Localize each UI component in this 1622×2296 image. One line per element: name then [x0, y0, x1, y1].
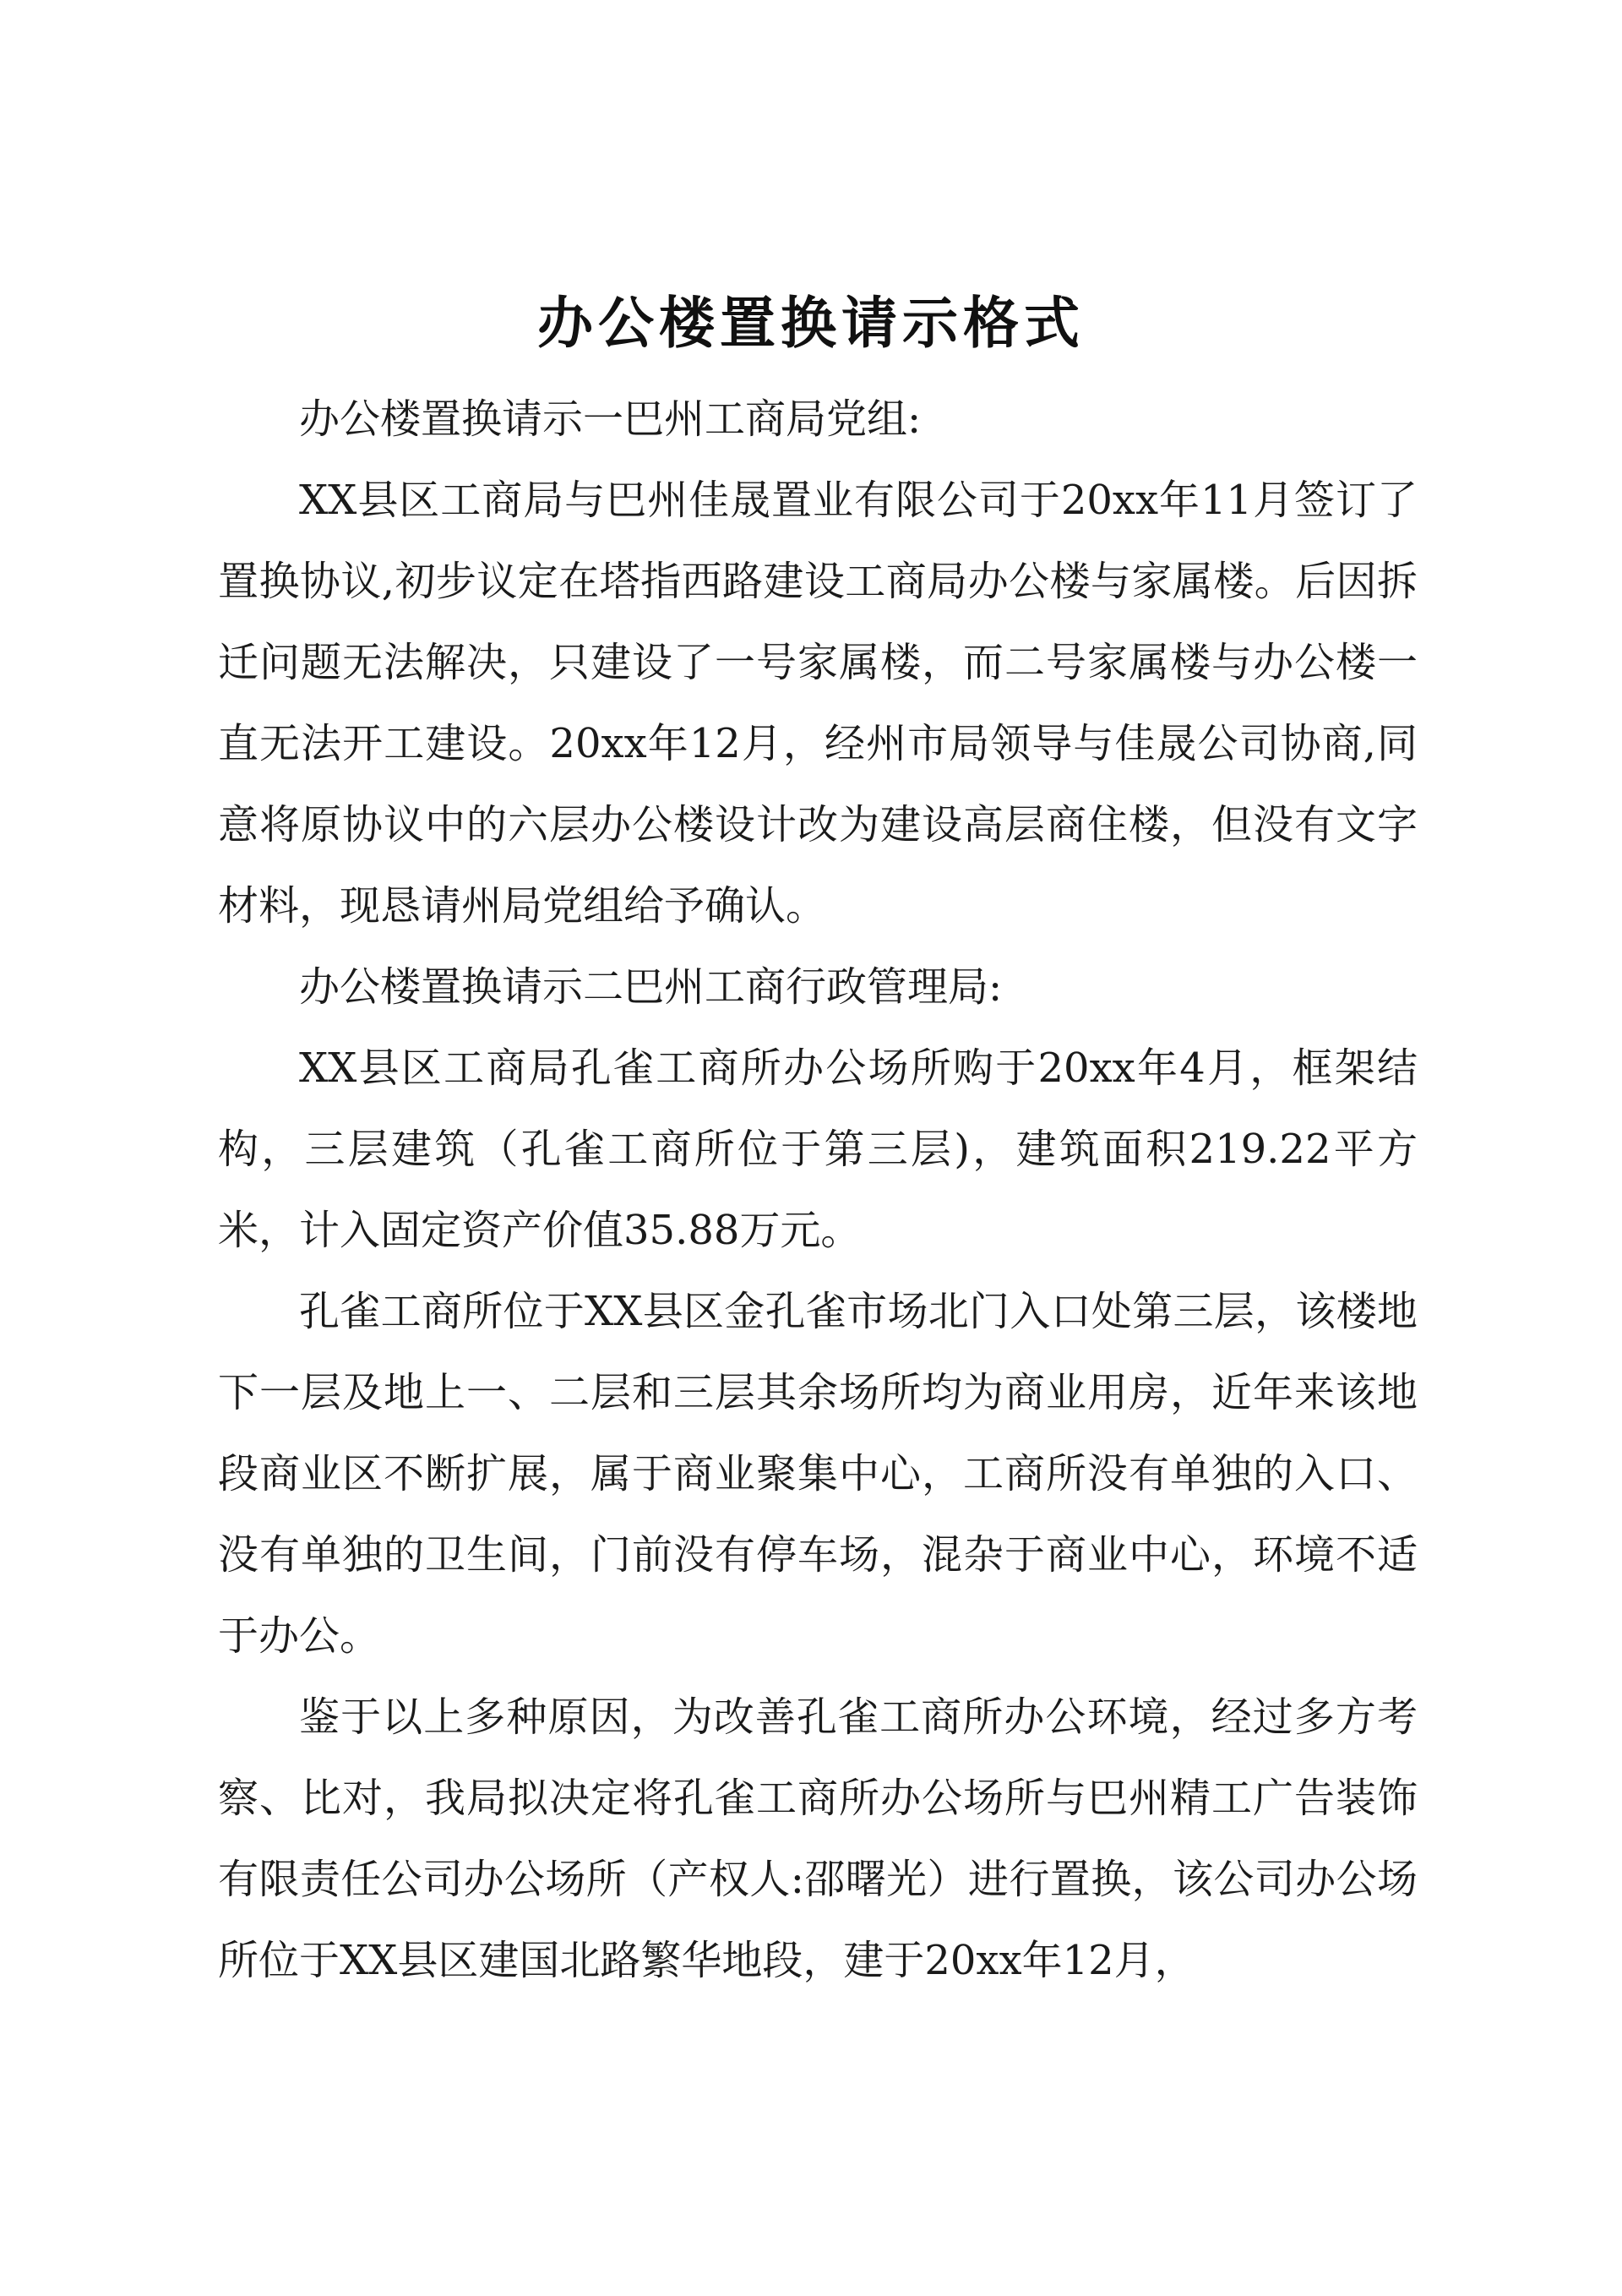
paragraph-office-purchase: XX县区工商局孔雀工商所办公场所购于20xx年4月，框架结构，三层建筑（孔雀工商所位于第三层)，建筑面积219.22平方米，计入固定资产价值35.88万元。: [218, 1044, 1418, 1254]
paragraph-office-location: 孔雀工商所位于XX县区金孔雀市场北门入口处第三层，该楼地下一层及地上一、二层和三层其余场所均为商业用房，近年来该地段商业区不断扩展，属于商业聚集中心，工商所没有单独的入口、没有单独的卫生间，门前没有停车场，混杂于商业中心，环境不适于办公。: [218, 1288, 1418, 1660]
document-body: [218, 379, 1418, 2001]
paragraph-request-two-heading: 办公楼置换请示二巴州工商行政管理局:: [299, 963, 1003, 1011]
paragraph-replacement-agreement: XX县区工商局与巴州佳晟置业有限公司于20xx年11月签订了置换协议,初步议定在塔指西路建设工商局办公楼与家属楼。后因拆迁问题无法解决，只建设了一号家属楼，而二号家属楼与办公楼一直无法开工建设。20xx年12月，经州市局领导与佳晟公司协商,同意将原协议中的六层办公楼设计改为建设高层商住楼，但没有文字材料，现恳请州局党组给予确认。: [218, 477, 1418, 930]
paragraph-replacement-decision: 鉴于以上多种原因，为改善孔雀工商所办公环境，经过多方考察、比对，我局拟决定将孔雀工商所办公场所与巴州精工广告装饰有限责任公司办公场所（产权人:邵曙光）进行置换，该公司办公场所位于XX县区建国北路繁华地段，建于20xx年12月，: [218, 1693, 1418, 1984]
document-title: 办公楼置换请示格式: [537, 290, 1085, 356]
paragraph-request-one-heading: 办公楼置换请示一巴州工商局党组:: [299, 395, 922, 443]
